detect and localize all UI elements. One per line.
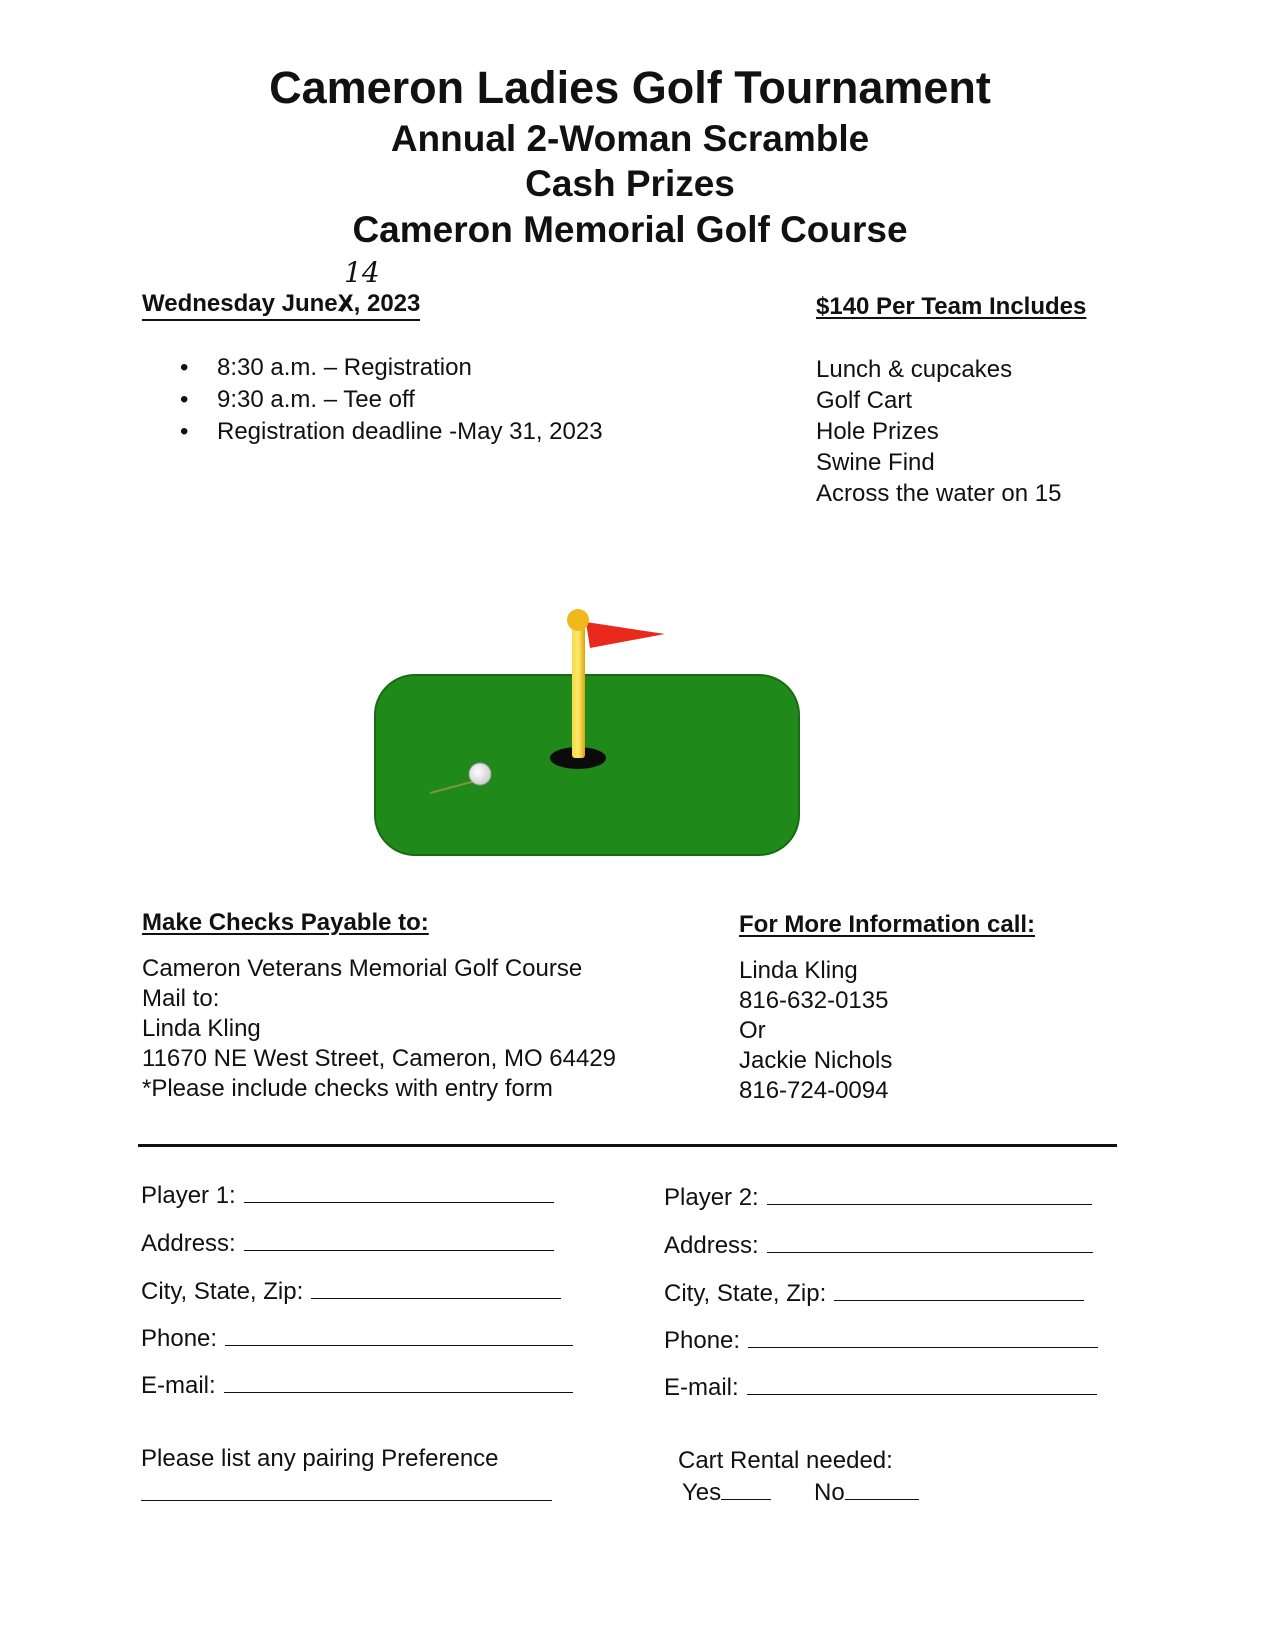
checks-heading: Make Checks Payable to: [142,909,429,936]
subtitle-prizes: Cash Prizes [525,163,735,204]
struck-out-day: X [337,290,354,317]
flag-pole [572,620,585,758]
list-item: Across the water on 15 [816,480,1062,507]
golf-green-illustration [370,600,810,860]
checks-note: *Please include checks with entry form [142,1075,553,1102]
player2-city-field[interactable]: City, State, Zip: [664,1278,1084,1308]
player2-email-field[interactable]: E-mail: [664,1372,1097,1402]
contact-name: Linda Kling [739,957,858,984]
list-item: Golf Cart [816,387,913,414]
contact-phone: 816-724-0094 [739,1077,889,1104]
list-item: Lunch & cupcakes [816,356,1013,383]
player1-address-field[interactable]: Address: [141,1228,554,1258]
pairing-line[interactable] [141,1500,552,1501]
divider [138,1144,1117,1147]
mail-name: Linda Kling [142,1015,261,1042]
list-item: • Registration deadline -May 31, 2023 [180,416,603,448]
handwritten-day-correction: 14 [344,256,380,289]
flag [586,622,665,648]
contact-name: Jackie Nichols [739,1047,893,1074]
payee-line: Cameron Veterans Memorial Golf Course [142,955,583,982]
pairing-label: Please list any pairing Preference [141,1445,499,1472]
info-heading: For More Information call: [739,911,1036,938]
checks-details [142,954,616,1104]
player1-phone-field[interactable]: Phone: [141,1323,573,1353]
player2-name-field[interactable]: Player 2: [664,1182,1092,1212]
date-prefix: Wednesday June [142,290,338,317]
cart-yes-field[interactable]: Yes [682,1477,771,1507]
page-title: Cameron Ladies Golf Tournament [269,62,991,113]
player1-name-field[interactable]: Player 1: [141,1180,554,1210]
schedule-list [180,352,603,448]
includes-list [816,354,1061,509]
mail-to-label: Mail to: [142,985,220,1012]
list-item: Swine Find [816,449,935,476]
list-item: • 9:30 a.m. – Tee off [180,384,603,416]
golf-ball [469,763,491,785]
date-suffix: , 2023 [353,290,421,317]
subtitle-format: Annual 2-Woman Scramble [390,118,870,159]
player2-address-field[interactable]: Address: [664,1230,1093,1260]
contact-phone: 816-632-0135 [739,987,889,1014]
mail-address: 11670 NE West Street, Cameron, MO 64429 [142,1045,617,1072]
contact-or: Or [739,1017,766,1044]
subtitle-course: Cameron Memorial Golf Course [352,209,908,250]
cart-no-field[interactable]: No [814,1477,919,1507]
includes-heading: $140 Per Team Includes [816,293,1087,320]
cart-label: Cart Rental needed: [678,1447,893,1474]
player1-email-field[interactable]: E-mail: [141,1370,573,1400]
event-date [142,290,420,321]
info-contacts [739,956,892,1106]
player2-phone-field[interactable]: Phone: [664,1325,1098,1355]
list-item: • 8:30 a.m. – Registration [180,352,603,384]
player1-city-field[interactable]: City, State, Zip: [141,1276,561,1306]
list-item: Hole Prizes [816,418,939,445]
